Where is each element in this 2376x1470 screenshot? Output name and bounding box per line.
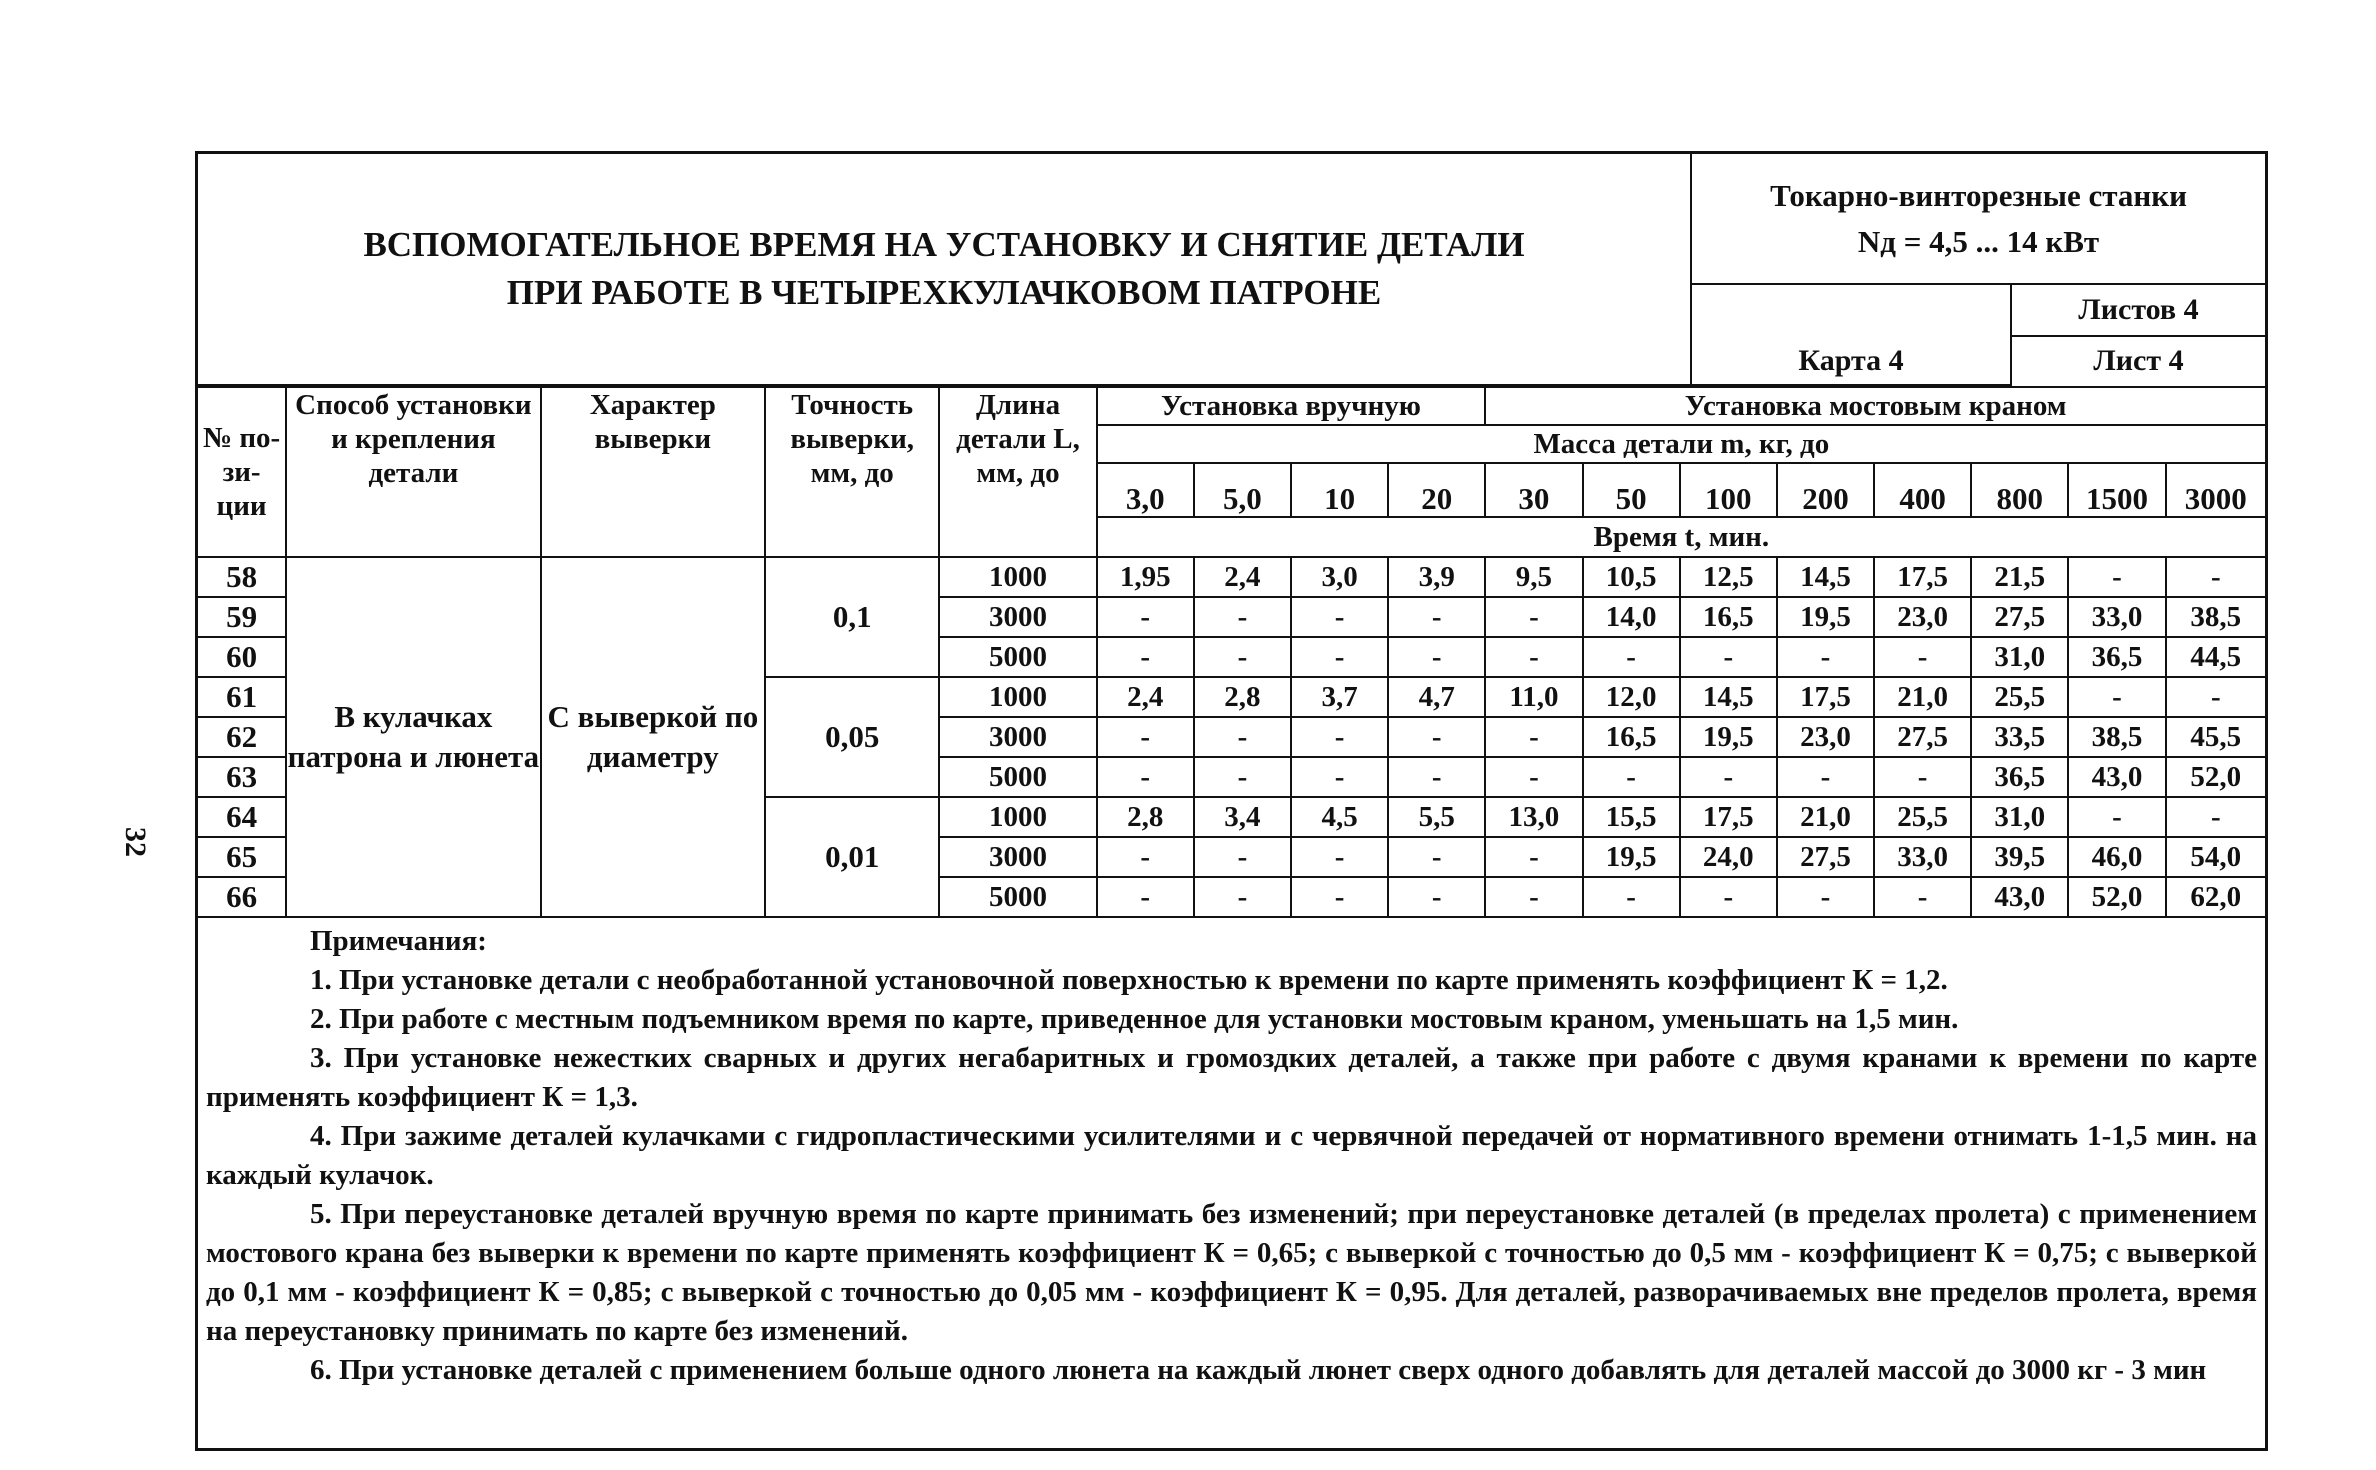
time-value: 11,0 bbox=[1485, 677, 1582, 717]
time-value: - bbox=[1097, 597, 1194, 637]
col-alignment-type: Характер выверки bbox=[541, 387, 765, 557]
time-table bbox=[198, 386, 2265, 918]
col-time: Время t, мин. bbox=[1097, 517, 2265, 557]
time-value: - bbox=[1388, 837, 1485, 877]
time-value: 2,8 bbox=[1097, 797, 1194, 837]
mass-header: 10 bbox=[1291, 463, 1388, 517]
time-value: 14,5 bbox=[1680, 677, 1777, 717]
time-value: - bbox=[1097, 757, 1194, 797]
time-value: 17,5 bbox=[1874, 557, 1971, 597]
time-value: - bbox=[1874, 877, 1971, 917]
normative-card bbox=[195, 151, 2268, 1451]
row-pos: 64 bbox=[198, 797, 286, 837]
length-cell: 5000 bbox=[939, 877, 1096, 917]
sheet-info bbox=[2011, 284, 2265, 385]
time-value: 27,5 bbox=[1971, 597, 2068, 637]
time-value: 21,0 bbox=[1874, 677, 1971, 717]
length-cell: 1000 bbox=[939, 677, 1096, 717]
time-value: - bbox=[1194, 877, 1291, 917]
time-value: 31,0 bbox=[1971, 797, 2068, 837]
time-value: 3,9 bbox=[1388, 557, 1485, 597]
time-value: 31,0 bbox=[1971, 637, 2068, 677]
row-pos: 65 bbox=[198, 837, 286, 877]
time-value: 25,5 bbox=[1874, 797, 1971, 837]
time-value: 17,5 bbox=[1680, 797, 1777, 837]
note-item: 5. При переустановке деталей вручную время по карте принимать без изменений; при переустановке деталей (в пределах пролета) с применением мостового крана без выверки к времени по карте применять коэффициент К = 0,65; с выверкой с точностью до 0,5 мм - коэффициент К = 0,75; с выверкой до 0,1 мм - коэффициент К = 0,85; с выверкой с точностью до 0,05 мм - коэффициент К = 0,95. Для деталей, разворачиваемых вне пределов пролета, время на переустановку принимать по карте без изменений. bbox=[206, 1198, 2257, 1347]
time-value: 3,7 bbox=[1291, 677, 1388, 717]
note-item: 4. При зажиме деталей кулачками с гидропластическими усилителями и с червячной передачей от нормативного времени отнимать 1-1,5 мин. на каждый кулачок. bbox=[206, 1120, 2257, 1191]
time-value: 38,5 bbox=[2166, 597, 2265, 637]
accuracy-cell: 0,05 bbox=[765, 677, 939, 797]
time-value: 1,95 bbox=[1097, 557, 1194, 597]
time-value: 21,5 bbox=[1971, 557, 2068, 597]
time-value: - bbox=[1291, 637, 1388, 677]
time-value: - bbox=[1194, 837, 1291, 877]
time-value: - bbox=[2068, 557, 2165, 597]
length-cell: 1000 bbox=[939, 557, 1096, 597]
row-pos: 61 bbox=[198, 677, 286, 717]
title-line-1: ВСПОМОГАТЕЛЬНОЕ ВРЕМЯ НА УСТАНОВКУ И СНЯТИЕ ДЕТАЛИ bbox=[363, 225, 1525, 264]
time-value: - bbox=[1291, 877, 1388, 917]
col-method: Способ установки и крепления детали bbox=[286, 387, 540, 557]
time-value: - bbox=[2068, 677, 2165, 717]
time-value: - bbox=[1388, 717, 1485, 757]
col-length: Длина детали L, мм, до bbox=[939, 387, 1096, 557]
table-head bbox=[198, 387, 2265, 557]
note-item: 1. При установке детали с необработанной установочной поверхностью к времени по карте применять коэффициент К = 1,2. bbox=[310, 964, 1948, 996]
time-value: 27,5 bbox=[1874, 717, 1971, 757]
time-value: 33,5 bbox=[1971, 717, 2068, 757]
time-value: 38,5 bbox=[2068, 717, 2165, 757]
time-value: - bbox=[1485, 597, 1582, 637]
time-value: - bbox=[2166, 557, 2265, 597]
time-value: 14,0 bbox=[1583, 597, 1680, 637]
time-value: 43,0 bbox=[1971, 877, 2068, 917]
length-cell: 3000 bbox=[939, 597, 1096, 637]
time-value: - bbox=[2166, 797, 2265, 837]
time-value: 46,0 bbox=[2068, 837, 2165, 877]
time-value: - bbox=[1777, 877, 1874, 917]
sheet-number: Лист 4 bbox=[2012, 336, 2265, 385]
table-row bbox=[198, 557, 2265, 597]
time-value: - bbox=[1291, 837, 1388, 877]
time-value: 9,5 bbox=[1485, 557, 1582, 597]
row-pos: 63 bbox=[198, 757, 286, 797]
time-value: - bbox=[1194, 717, 1291, 757]
time-value: 39,5 bbox=[1971, 837, 2068, 877]
time-value: 43,0 bbox=[2068, 757, 2165, 797]
time-value: - bbox=[1291, 757, 1388, 797]
notes bbox=[198, 918, 2265, 1390]
title-line-2: ПРИ РАБОТЕ В ЧЕТЫРЕХКУЛАЧКОВОМ ПАТРОНЕ bbox=[506, 273, 1382, 312]
time-value: - bbox=[2068, 797, 2165, 837]
note-item: 6. При установке деталей с применением больше одного люнета на каждый люнет сверх одного добавлять для деталей массой до 3000 кг - 3 мин bbox=[310, 1354, 2207, 1386]
page-number: 32 bbox=[119, 827, 152, 857]
table-body bbox=[198, 557, 2265, 917]
time-value: 62,0 bbox=[2166, 877, 2265, 917]
mass-header: 3,0 bbox=[1097, 463, 1194, 517]
time-value: 3,4 bbox=[1194, 797, 1291, 837]
row-pos: 62 bbox=[198, 717, 286, 757]
mass-header: 50 bbox=[1583, 463, 1680, 517]
time-value: - bbox=[1388, 757, 1485, 797]
time-value: - bbox=[1485, 637, 1582, 677]
time-value: 17,5 bbox=[1777, 677, 1874, 717]
row-pos: 58 bbox=[198, 557, 286, 597]
time-value: - bbox=[1097, 637, 1194, 677]
time-value: 14,5 bbox=[1777, 557, 1874, 597]
row-pos: 66 bbox=[198, 877, 286, 917]
time-value: 54,0 bbox=[2166, 837, 2265, 877]
time-value: 27,5 bbox=[1777, 837, 1874, 877]
row-pos: 60 bbox=[198, 637, 286, 677]
time-value: - bbox=[1097, 837, 1194, 877]
col-mass: Масса детали m, кг, до bbox=[1097, 425, 2265, 463]
mass-header: 400 bbox=[1874, 463, 1971, 517]
time-value: 16,5 bbox=[1680, 597, 1777, 637]
time-value: - bbox=[1874, 637, 1971, 677]
time-value: - bbox=[1388, 877, 1485, 917]
time-value: - bbox=[1291, 717, 1388, 757]
length-cell: 3000 bbox=[939, 837, 1096, 877]
machine-power: Nд = 4,5 ... 14 кВт bbox=[1857, 223, 2100, 259]
time-value: - bbox=[1097, 717, 1194, 757]
time-value: - bbox=[1485, 877, 1582, 917]
time-value: 2,4 bbox=[1097, 677, 1194, 717]
accuracy-cell: 0,01 bbox=[765, 797, 939, 917]
time-value: - bbox=[1874, 757, 1971, 797]
time-value: 19,5 bbox=[1777, 597, 1874, 637]
time-value: - bbox=[1485, 837, 1582, 877]
mass-header: 3000 bbox=[2166, 463, 2265, 517]
time-value: - bbox=[1291, 597, 1388, 637]
length-cell: 1000 bbox=[939, 797, 1096, 837]
time-value: - bbox=[1777, 757, 1874, 797]
time-value: 12,5 bbox=[1680, 557, 1777, 597]
notes-list bbox=[206, 961, 2257, 1390]
method-cell: В кулачках патрона и люнета bbox=[286, 557, 540, 917]
time-value: - bbox=[1485, 717, 1582, 757]
col-crane: Установка мостовым краном bbox=[1485, 387, 2265, 425]
mass-header: 20 bbox=[1388, 463, 1485, 517]
time-value: 52,0 bbox=[2166, 757, 2265, 797]
time-value: - bbox=[1097, 877, 1194, 917]
sheets-total: Листов 4 bbox=[2012, 285, 2265, 336]
time-value: 44,5 bbox=[2166, 637, 2265, 677]
col-manual: Установка вручную bbox=[1097, 387, 1486, 425]
length-cell: 3000 bbox=[939, 717, 1096, 757]
time-value: 33,0 bbox=[2068, 597, 2165, 637]
note-item: 3. При установке нежестких сварных и других негабаритных и громоздких деталей, а также при работе с двумя кранами к времени по карте применять коэффициент К = 1,3. bbox=[206, 1042, 2257, 1113]
time-value: 3,0 bbox=[1291, 557, 1388, 597]
time-value: - bbox=[1583, 757, 1680, 797]
time-value: 4,5 bbox=[1291, 797, 1388, 837]
time-value: - bbox=[1485, 757, 1582, 797]
card-header bbox=[198, 154, 2265, 386]
mass-header: 30 bbox=[1485, 463, 1582, 517]
time-value: 2,4 bbox=[1194, 557, 1291, 597]
time-value: 16,5 bbox=[1583, 717, 1680, 757]
note-item: 2. При работе с местным подъемником время по карте, приведенное для установки мостовым краном, уменьшать на 1,5 мин. bbox=[310, 1003, 1959, 1035]
time-value: - bbox=[1777, 637, 1874, 677]
time-value: 15,5 bbox=[1583, 797, 1680, 837]
time-value: - bbox=[1583, 877, 1680, 917]
time-value: - bbox=[1583, 637, 1680, 677]
time-value: - bbox=[1194, 597, 1291, 637]
time-value: - bbox=[1680, 877, 1777, 917]
time-value: 4,7 bbox=[1388, 677, 1485, 717]
time-value: 25,5 bbox=[1971, 677, 2068, 717]
alignment-cell: С выверкой по диаметру bbox=[541, 557, 765, 917]
time-value: 24,0 bbox=[1680, 837, 1777, 877]
time-value: 2,8 bbox=[1194, 677, 1291, 717]
time-value: 33,0 bbox=[1874, 837, 1971, 877]
time-value: 10,5 bbox=[1583, 557, 1680, 597]
time-value: - bbox=[1194, 757, 1291, 797]
mass-header: 5,0 bbox=[1194, 463, 1291, 517]
length-cell: 5000 bbox=[939, 637, 1096, 677]
time-value: - bbox=[1194, 637, 1291, 677]
card-number: Карта 4 bbox=[1691, 284, 2011, 385]
time-value: 19,5 bbox=[1680, 717, 1777, 757]
time-value: 12,0 bbox=[1583, 677, 1680, 717]
machine-group bbox=[1691, 154, 2265, 284]
time-value: 52,0 bbox=[2068, 877, 2165, 917]
time-value: 36,5 bbox=[2068, 637, 2165, 677]
accuracy-cell: 0,1 bbox=[765, 557, 939, 677]
time-value: 23,0 bbox=[1874, 597, 1971, 637]
time-value: - bbox=[1388, 637, 1485, 677]
time-value: - bbox=[1680, 757, 1777, 797]
time-value: 23,0 bbox=[1777, 717, 1874, 757]
notes-heading: Примечания: bbox=[310, 925, 487, 957]
time-value: 19,5 bbox=[1583, 837, 1680, 877]
col-accuracy: Точность выверки, мм, до bbox=[765, 387, 939, 557]
time-value: 36,5 bbox=[1971, 757, 2068, 797]
length-cell: 5000 bbox=[939, 757, 1096, 797]
time-value: - bbox=[1388, 597, 1485, 637]
time-value: 13,0 bbox=[1485, 797, 1582, 837]
mass-header: 800 bbox=[1971, 463, 2068, 517]
machine-type: Токарно-винторезные станки bbox=[1770, 177, 2187, 213]
col-pos: № по- зи- ции bbox=[198, 387, 286, 557]
time-value: 21,0 bbox=[1777, 797, 1874, 837]
mass-header: 100 bbox=[1680, 463, 1777, 517]
card-title bbox=[198, 154, 1691, 385]
mass-header: 1500 bbox=[2068, 463, 2165, 517]
row-pos: 59 bbox=[198, 597, 286, 637]
time-value: - bbox=[1680, 637, 1777, 677]
time-value: 5,5 bbox=[1388, 797, 1485, 837]
mass-header: 200 bbox=[1777, 463, 1874, 517]
time-value: 45,5 bbox=[2166, 717, 2265, 757]
time-value: - bbox=[2166, 677, 2265, 717]
